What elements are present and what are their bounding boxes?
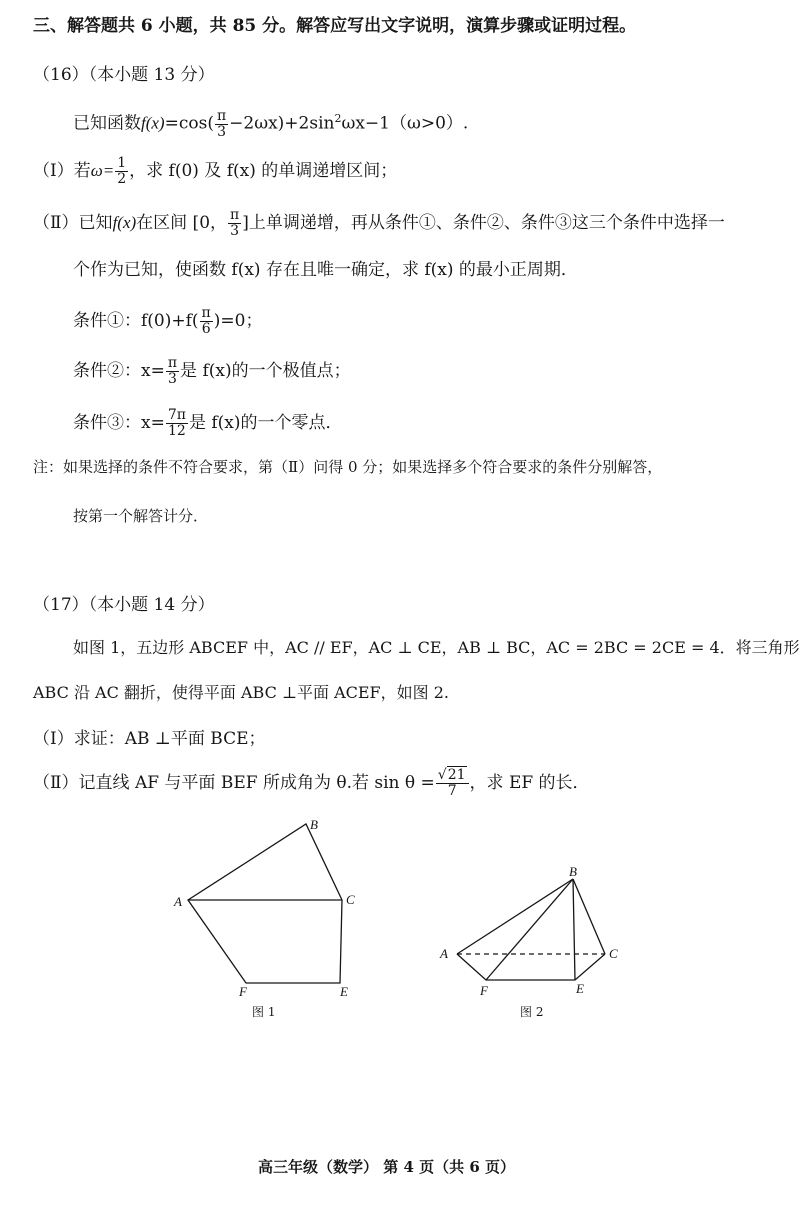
- q17-part2-radicand: 21: [447, 767, 466, 783]
- q16-stem-prefix: 已知函数: [73, 113, 141, 134]
- fig1-label-c: C: [346, 892, 355, 907]
- fig1-label-f: F: [239, 984, 247, 999]
- q17-part1: （Ⅰ）求证：AB ⊥平面 BCE；: [33, 729, 266, 749]
- q16-c3-frac-num: 7π: [167, 407, 186, 423]
- page-footer: 高三年级（数学） 第 4 页（共 6 页）: [258, 1158, 515, 1176]
- fig2-edge-be: [573, 879, 575, 980]
- q16-c2-frac-num: π: [167, 355, 178, 371]
- q16-stem-tail: ωx−1（ω>0）.: [341, 113, 469, 134]
- q16-c3-frac: [166, 408, 188, 439]
- q16-condition-3: [73, 408, 343, 439]
- q16-c3-frac-den: 12: [167, 423, 186, 439]
- fig2-caption: 图 2: [520, 1005, 544, 1019]
- figure-1: [160, 812, 370, 1027]
- q17-header: （17）（本小题 14 分）: [33, 595, 215, 615]
- fig2-edge-bf: [486, 879, 573, 980]
- fig2-edge-bc: [573, 879, 605, 954]
- fig1-label-a: A: [174, 894, 182, 909]
- q16-part2-frac-den: 3: [230, 223, 240, 239]
- q16-stem-frac-num: π: [216, 107, 227, 124]
- q16-c3-a: 条件③：x=: [73, 413, 165, 433]
- fig2-base-afec: [457, 954, 605, 980]
- q16-part2-frac: [228, 208, 241, 239]
- q16-part1-frac: [115, 156, 128, 187]
- q16-header: （16）（本小题 13 分）: [33, 65, 215, 85]
- section-heading: 三、解答题共 6 小题，共 85 分。解答应写出文字说明，演算步骤或证明过程。: [33, 16, 637, 36]
- q16-part1-frac-den: 2: [117, 171, 127, 187]
- q16-condition-2: [73, 356, 351, 387]
- q16-c2-a: 条件②：x=: [73, 361, 165, 381]
- q17-part2-frac: [436, 768, 469, 799]
- fig2-label-f: F: [480, 983, 488, 998]
- q16-part2: [33, 208, 725, 239]
- fig2-label-b: B: [569, 866, 577, 879]
- q17-stem-line1: 如图 1，五边形 ABCEF 中，AC // EF，AC ⊥ CE，AB ⊥ BC，AC = 2BC = 2CE = 4．将三角形: [73, 638, 800, 657]
- q16-c1-frac-num: π: [201, 305, 211, 321]
- q16-c2-frac-den: 3: [167, 371, 177, 387]
- q16-part1-omega: ω=: [90, 161, 115, 180]
- q16-c2-b: 是 f(x)的一个极值点；: [180, 361, 351, 381]
- figure-2: [432, 866, 632, 1026]
- q16-stem: [73, 107, 468, 140]
- q17-part2: [33, 768, 590, 799]
- q16-part1: [33, 156, 397, 187]
- q16-note-line1: 注：如果选择的条件不符合要求，第（Ⅱ）问得 0 分；如果选择多个符合要求的条件分别解答，: [33, 458, 663, 476]
- fig2-edge-ba: [457, 879, 573, 954]
- q16-c1-frac: [200, 306, 213, 337]
- q16-c1-frac-den: 6: [201, 321, 211, 337]
- q16-stem-square: 2: [334, 112, 342, 125]
- q17-part2-a: （Ⅱ）记直线 AF 与平面 BEF 所成角为 θ.若 sin θ =: [33, 773, 435, 793]
- fig2-label-c: C: [609, 946, 618, 961]
- fig1-pentagon: [188, 824, 342, 983]
- q16-note-line2: 按第一个解答计分．: [73, 507, 209, 525]
- fig1-caption: 图 1: [252, 1005, 276, 1019]
- q16-c1-a: 条件①：f(0)+f(: [73, 311, 199, 331]
- q16-part2-label: （Ⅱ）已知: [33, 213, 113, 233]
- q16-part1-text: ，求 f(0) 及 f(x) 的单调递增区间；: [129, 161, 398, 181]
- q16-stem-eq: =cos(: [164, 113, 214, 134]
- fig2-label-e: E: [576, 981, 584, 996]
- fig2-label-a: A: [440, 946, 448, 961]
- q16-stem-fx: f(x): [141, 113, 165, 133]
- q16-part2-fx: f(x): [112, 213, 137, 232]
- q16-part2-frac-num: π: [230, 207, 240, 223]
- q16-c3-b: 是 f(x)的一个零点．: [188, 413, 343, 433]
- q16-part2-text-b: ]上单调递增，再从条件①、条件②、条件③这三个条件中选择一: [242, 213, 725, 233]
- q16-stem-frac-den: 3: [217, 123, 227, 140]
- q16-stem-frac: [215, 109, 228, 140]
- q17-part2-b: ，求 EF 的长．: [469, 773, 590, 793]
- q16-part1-frac-num: 1: [117, 155, 127, 171]
- fig1-label-e: E: [340, 984, 348, 999]
- q16-c1-b: )=0；: [213, 311, 263, 331]
- q16-condition-1: [73, 306, 262, 337]
- q16-stem-rest: −2ωx)+2sin: [229, 113, 335, 134]
- q16-part2-line2: 个作为已知，使函数 f(x) 存在且唯一确定，求 f(x) 的最小正周期．: [73, 260, 578, 280]
- q16-c2-frac: [166, 356, 179, 387]
- q17-part2-frac-num: √21: [436, 768, 469, 784]
- q16-part1-label: （Ⅰ）若: [33, 161, 91, 181]
- q17-part2-frac-den: 7: [447, 783, 457, 799]
- fig1-label-b: B: [310, 817, 318, 832]
- q16-part2-text-a: 在区间 [0，: [136, 213, 228, 233]
- q17-stem-line2: ABC 沿 AC 翻折，使得平面 ABC ⊥平面 ACEF，如图 2.: [33, 683, 449, 702]
